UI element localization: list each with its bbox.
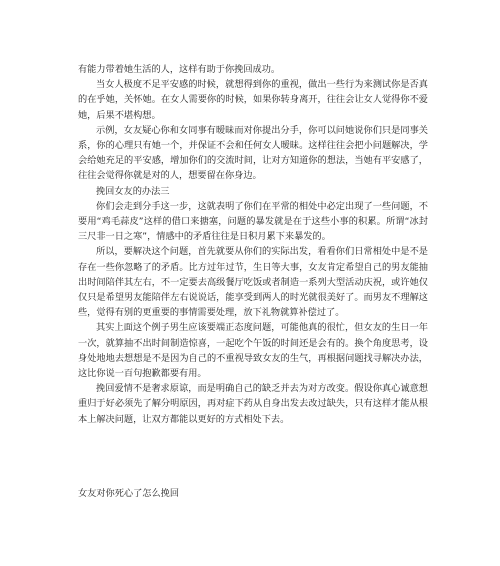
paragraph-5: 所以，要解决这个问题，首先就要从你们的实际出发，看看你们日常相处中是不是存在一些你忽略了的矛盾。比方过年过节，生日等大事，女友肯定希望自己的男友能抽出时间陪伴其左右，不一定要去高级餐厅吃饭或者制造一系列大型活动庆祝，或许她仅仅只是希望男友能陪伴左右说说话，能享受到两人的时光就很美好了。而男友不理解这些，觉得有别的更重要的事情需要处理，放下礼物就算补偿过了。 (78, 246, 428, 319)
paragraph-4: 你们会走到分手这一步，这就表明了你们在平常的相处中必定出现了一些问题，不要用“鸡毛蒜皮”这样的借口来搪塞，问题的暴发就是在于这些小事的积累。所谓“冰封三尺非一日之寒”，情感中的矛盾往往是日积月累下来暴发的。 (78, 200, 428, 243)
paragraph-6: 其实上面这个例子男生应该要端正态度问题，可能他真的很忙，但女友的生日一年一次，就算抽不出时间制造惊喜，一起吃个午饭的时间还是会有的。换个角度思考，设身处地地去想想是不是因为自己的不重视导致女友的生气，再根据问题找寻解决办法，这比你说一百句抱歉都要有用。 (78, 322, 428, 380)
paragraph-2: 当女人极度不足平安感的时候，就想得到你的重视，做出一些行为来测试你是否真的在乎她，关怀她。在女人需要你的时候，如果你转身离开，往往会让女人觉得你不爱她，后果不堪构想。 (78, 79, 428, 121)
final-heading: 女友对你死心了怎么挽回 (78, 488, 180, 499)
paragraph-1: 有能力带着她生活的人，这样有助于你挽回成功。 (78, 64, 281, 75)
document-body (78, 62, 428, 427)
paragraph-3: 示例，女友疑心你和女同事有暧昧而对你提出分手，你可以问她说你们只是同事关系，你的心理只有她一个，并保证不会和任何女人暧昧。这样往往会把小问题解决，学会给她充足的平安感，增加你们的交流时间，让对方知道你的想法，当她有平安感了，往往会觉得你就是对的人，想要留在你身边。 (78, 124, 428, 182)
paragraph-7: 挽回爱情不是奢求原谅，而是明确自己的缺乏并去为对方改变。假设你真心诚意想重归于好必须先了解分明原因，再对症下药从自身出发去改过缺失，只有这样才能从根本上解决问题，让双方都能以更好的方式相处下去。 (78, 383, 428, 425)
section-heading-method-3: 挽回女友的办法三 (96, 185, 170, 197)
